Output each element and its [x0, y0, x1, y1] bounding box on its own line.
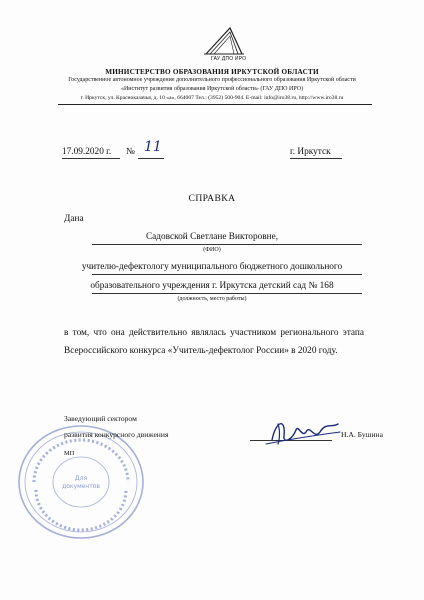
- position-underline-2: [92, 293, 362, 294]
- position-hint: (должность, место работы): [177, 296, 247, 302]
- signer-name: Н.А. Бушина: [341, 430, 383, 439]
- institution-line-1: Государственное автономное учреждение дополнительного профессионального образования Иркутской области: [68, 77, 356, 83]
- body-text-line-2: Всероссийского конкурса «Учитель-дефектолог России» в 2020 году.: [64, 346, 338, 356]
- logo-caption: ГАУ ДПО ИРО: [211, 56, 247, 62]
- city-underline: [290, 158, 342, 159]
- document-number: 11: [144, 139, 162, 155]
- position-line-1: учителю-дефектологу муниципального бюджетного дошкольного: [81, 262, 343, 272]
- document-title: СПРАВКА: [188, 193, 236, 204]
- name-underline: [92, 244, 362, 245]
- fio-hint: (ФИО): [203, 247, 221, 253]
- document-date: 17.09.2020 г.: [62, 147, 112, 157]
- svg-text:Для: Для: [74, 475, 88, 482]
- number-underline: [138, 158, 164, 159]
- given-to-label: Дана: [64, 214, 84, 224]
- svg-text:документов: документов: [62, 483, 100, 490]
- number-label: №: [126, 147, 135, 157]
- recipient-name: Садовской Светлане Викторовне,: [145, 232, 279, 242]
- mp-label: МП: [64, 450, 75, 457]
- body-text-line-1: в том, что она действительно являлась участником регионального этапа: [64, 328, 364, 338]
- institution-address: г. Иркутск, ул. Красноказачья, д. 10 «а», 664007 Тел.: (3952) 500-904. E-mail: info@iro38.ru, http://www.iro38.ru: [80, 95, 344, 101]
- position-underline-1: [92, 274, 362, 275]
- signer-position-line-2: развития конкурсного движения: [64, 430, 169, 439]
- date-underline: [62, 158, 120, 159]
- handwritten-signature-icon: [262, 410, 342, 455]
- signer-position-line-1: Заведующий сектором: [64, 414, 137, 423]
- institution-line-2: «Институт развития образования Иркутской области» (ГАУ ДПО ИРО): [120, 86, 304, 92]
- document-city: г. Иркутск: [290, 147, 331, 157]
- ministry-heading: МИНИСТЕРСТВО ОБРАЗОВАНИЯ ИРКУТСКОЙ ОБЛАСТИ: [105, 68, 319, 76]
- position-line-2: образовательного учреждения г. Иркутска детский сад № 168: [90, 281, 334, 291]
- header-divider: [58, 104, 372, 105]
